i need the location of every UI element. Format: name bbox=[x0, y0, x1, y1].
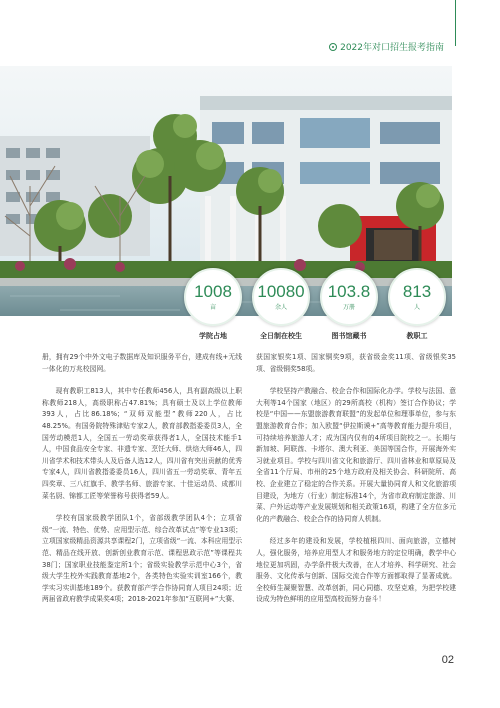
paragraph: 经过多年的建设和发展，学校植根四川、面向旅游，立德树人，强化服务，培养应用型人才和服务地方的定位明确，教学中心地位更加巩固，办学条件极大改善，在人才培养、科学研究、社会服务、文化传承与创新、国际交流合作等方面都取得了显著成就。全校师生凝聚智慧、改革创新，同心同德、攻坚克难，为把学校建设成为特色鲜明的应用型高校而努力奋斗！ bbox=[256, 537, 456, 604]
target-icon bbox=[329, 43, 337, 51]
paragraph: 现有教职工813人，其中专任教师456人，具有副高级以上职称教师218人，高级职称占47.81%；具有硕士及以上学位教师393人，占比86.18%；“双师双能型”教师220人，占比48.25%。有国务院特殊津贴专家2人，教育部教指委委员3人，全国劳动模范1人，全国五一劳动奖章获得者1人，全国技术能手1人，中国食品安全专家、非遗专家、烹饪大师、烘焙大师46人，四川省学术和技术带头人及后备人选12人，四川省有突出贡献的优秀专家4人，四川省教指委委员16人，四川省五一劳动奖章、青年五四奖章、三八红旗手、教学名师、旅游专家、十佳运动员、成都川菜名厨、锦都工匠等荣誉称号获得者59人。 bbox=[42, 387, 242, 500]
page-number: 02 bbox=[441, 654, 454, 666]
stat-unit: 万册 bbox=[342, 304, 355, 311]
stat-value: 103.8 bbox=[327, 282, 371, 301]
stat-circle bbox=[184, 268, 242, 326]
stat-circle bbox=[252, 268, 310, 326]
stat-value: 1008 bbox=[194, 282, 232, 301]
stat-library bbox=[320, 268, 378, 341]
left-text-column bbox=[42, 352, 242, 617]
stat-unit: 人 bbox=[413, 304, 420, 311]
stat-label: 图书馆藏书 bbox=[331, 332, 367, 340]
right-text-column bbox=[256, 352, 456, 617]
stats-row bbox=[184, 268, 446, 358]
paragraph: 学校有国家级教学团队1个，省部级教学团队4个；立项省级“一流、特色、优势、应用型示范、综合改革试点”等专业13项；立项国家级精品资源共享课程2门，立项省级“一流、本科应用型示范、精品在线开放、创新创业教育示范、课程思政示范”等课程共38门；国家职业技能鉴定所1个；省级实验教学示范中心3个，省级大学生校外实践教育基地2个，各类特色实验实训室166个，教学实习实训基地189个。获教育部产学合作协同育人项目24项；近两届省政府教学成果奖4项；2018-2021年参加“互联网+”大赛、 bbox=[42, 514, 242, 604]
guide-title-text: 2022年对口招生报考指南 bbox=[340, 43, 444, 53]
guide-title bbox=[329, 40, 444, 53]
stat-circle bbox=[320, 268, 378, 326]
paragraph: 学校坚持产教融合、校企合作和国际化办学。学校与法国、意大利等14个国家（地区）的29所高校（机构）签订合作协议；学校是“中国——东盟旅游教育联盟”的发起单位和理事单位，参与东盟旅游教育合作；加入欧盟“伊拉斯谟+”高等教育能力提升项目，可持续培养旅游人才；成为国内仅有的4所项目院校之一。长期与新加坡、阿联酋、卡塔尔、澳大利亚、美国等国合作，开展海外实习就业项目。学校与四川省文化和旅游厅、四川省林业和草原局及全省11个厅局、市州的25个地方政府及相关协会、科研院所、高校、企业建立了稳定的合作关系。开展大量协同育人和文化旅游项目建设，为地方（行业）制定标准14个，为省市政府制定旅游、川菜、户外运动等产业发展规划和相关政策16项，构建了全方位多元化的产教融合、校企合作的协同育人机制。 bbox=[256, 387, 456, 523]
page-header bbox=[0, 0, 500, 66]
stat-unit: 余人 bbox=[274, 304, 287, 311]
stat-label: 全日制在校生 bbox=[260, 332, 302, 340]
stat-circle bbox=[388, 268, 446, 326]
stat-unit: 亩 bbox=[209, 304, 216, 311]
stat-students bbox=[252, 268, 310, 341]
stat-label: 教职工 bbox=[406, 332, 428, 340]
header-divider bbox=[455, 0, 456, 46]
stat-value: 813 bbox=[402, 282, 432, 301]
paragraph: 册，拥有29个中外文电子数据库及知识服务平台，建成有线+无线一体化的万兆校园网。 bbox=[42, 353, 242, 373]
paragraph: 获国家银奖1项、国家铜奖9项，获省级金奖11项、省级银奖35项、省级铜奖58项。 bbox=[256, 353, 456, 373]
stat-staff bbox=[388, 268, 446, 341]
stat-label: 学院占地 bbox=[199, 332, 227, 340]
stat-campus-area bbox=[184, 268, 242, 341]
stat-value: 10080 bbox=[257, 282, 305, 301]
